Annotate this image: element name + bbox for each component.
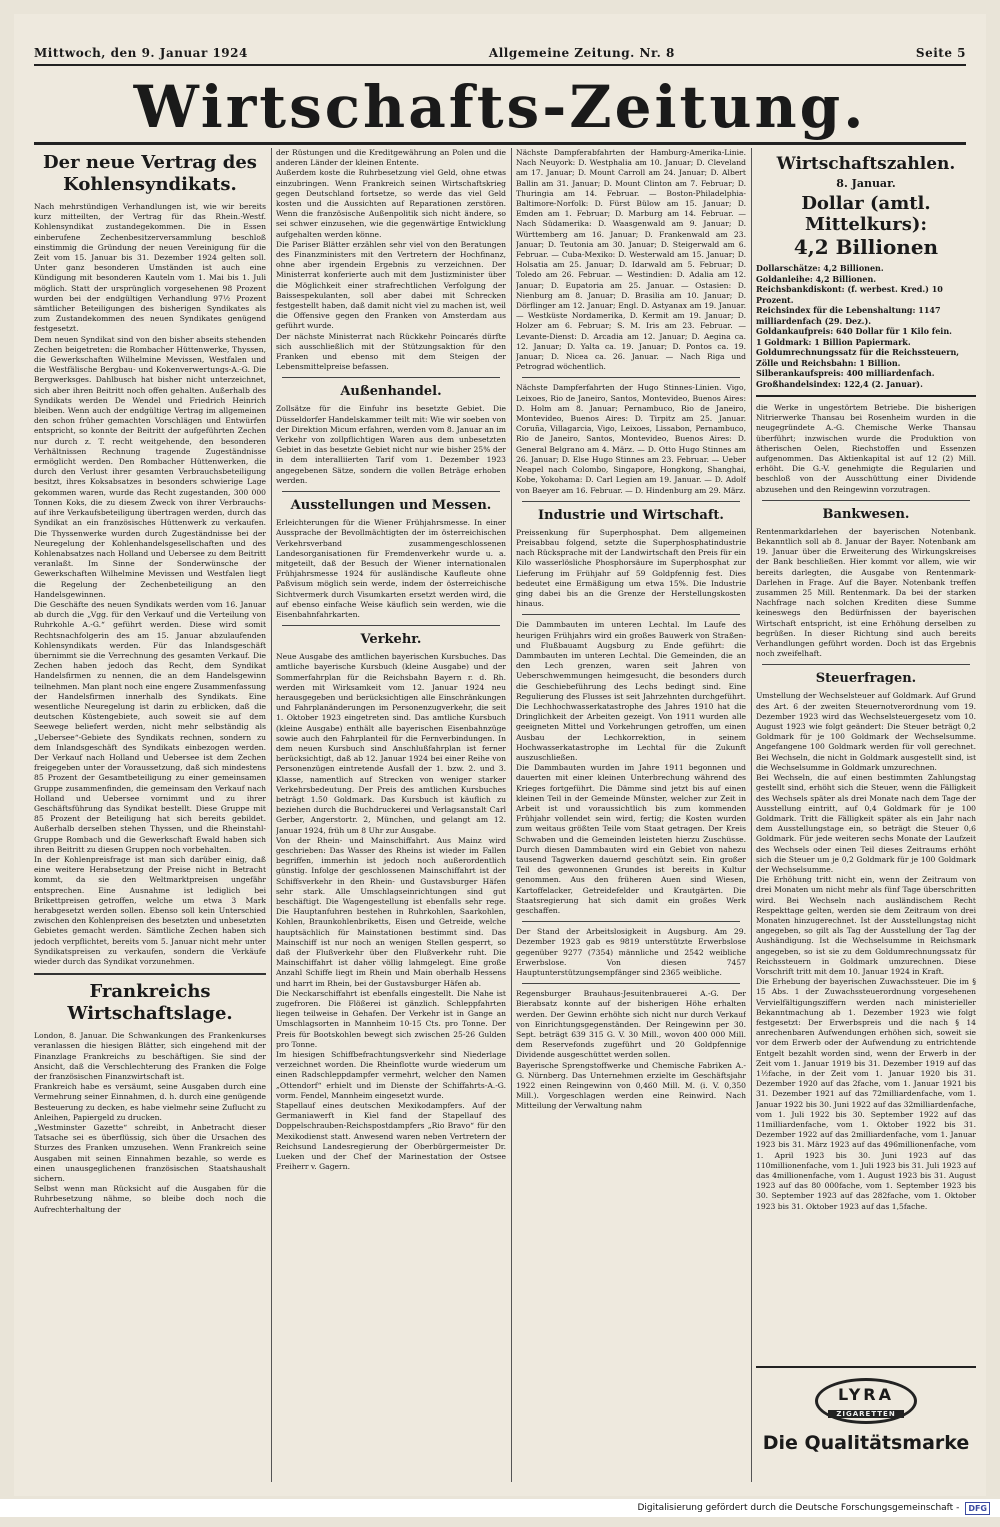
economic-figures-title: Wirtschaftszahlen. [776,154,956,174]
article-paragraph: Im hiesigen Schiffbefrachtungsverkehr sind Niederlage verzeichnet worden. Die Rheinflotte wurde wiederum um einen Radschleppdampfer vermehrt, welcher den Namen „Ottendorf“ erhielt und im Dienste der Schiffahrts-A.-G. vorm. Fendel, Mannheim eingesetzt wurde. [276,1050,506,1100]
article-divider [522,501,740,502]
article-paragraph: die Werke in ungestörtem Betriebe. Die bisherigen Nitrierwerke Thansau bei Rosenheim wurden in die neugegründete A.-G. Chemische Werke Thansau überführt; inzwischen wurde die Produktion von ätherischen Oelen, Riechstoffen und Essenzen aufgenommen. Das Aktienkapital ist auf 12 (2) Mill. erhöht. Die G.-V. genehmigte die Regularien und beschloß von der Ausschüttung einer Dividende abzusehen und den Reingewinn vorzutragen. [756,403,976,494]
page-header [34,46,966,60]
article-paragraph: Die Erhöhung tritt nicht ein, wenn der Zeitraum von drei Monaten um nicht mehr als fünf Tage überschritten wird. Bei Wechseln nach ausländischem Recht Respekttage gelten, werden sie dem Zeitraum von drei Monaten hinzugerechnet. Ist der Ausstellungstag nicht angegeben, so gilt als Tag der Ausstellung der Tag der Aushändigung. Ist die Wechselsumme in Reichsmark angegeben, so ist sie zu dem Goldumrechnungssatz für Reichssteuern in Goldmark umzurechnen. Diese Vorschrift tritt mit dem 10. Januar 1924 in Kraft. [756,875,976,976]
header-rule [34,64,966,66]
column-3 [516,148,746,1486]
section-heading: Industrie und Wirtschaft. [538,507,724,523]
dollar-rate-label: Dollar (amtl. Mittelkurs): [801,193,931,235]
column-1 [34,148,266,1486]
lyra-logo-subtext: ZIGARETTEN [828,1410,904,1418]
economic-figure-row: Reichsbankdiskont: (f. werbest. Kred.) 10 Prozent. [756,284,943,305]
lyra-logo [815,1378,917,1424]
section-heading: Außenhandel. [340,384,442,400]
economic-figure-row: Goldumrechnungssatz für die Reichssteuern, Zölle und Reichsbahn: 1 Billion. [756,347,960,368]
economic-figure-row: Goldankaufpreis: 640 Dollar für 1 Kilo fein. [756,326,952,336]
paper-name: Allgemeine Zeitung. Nr. 8 [488,46,675,60]
article-paragraph: Stapellauf eines deutschen Mexikodampfers. Auf der Germaniawerft in Kiel fand der Stapellauf des Doppelschrauben-Reichspostdampfers „Rio Bravo“ für den Mexikodienst statt. Anwesend waren neben Vertretern der Reichsund Landesregierung der Oberbürgermeister Dr. Lueken und der Chef der Marinestation der Ostsee Freiherr v. Gagern. [276,1101,506,1172]
economic-figure-row: 1 Goldmark: 1 Billion Papiermark. [756,336,911,347]
article-paragraph: Dem neuen Syndikat sind von den bisher abseits stehenden Zechen beigetreten: die Rombacher Hüttenwerke, Thyssen, die Gewerkschaften Wilhelmine Mevissen, Westfalen und die Westfälische Bergbau- und Kokenverwertungs-A.-G. Die Bergwerksges. Dahlbusch hat bisher nicht unterzeichnet, sich aber ihren Beitritt noch offen gehalten. Außerhalb des Syndikats werden De Wendel und Friedrich Heinrich bleiben. Wenn auch der endgültige Vertrag im allgemeinen den schon früher gemachten Vorschlägen und Entwürfen entspricht, so konnte der Beitritt der aufgeführten Zechen nur durch z. T. recht weitgehende, den besonderen Verhältnissen Rechnung tragende Zugeständnisse ermöglicht werden. Den Rombacher Hüttenwerken, die durch den Verlust ihrer gesamten Verbrauchsbeteiligung besitzt, ihres Koksabsatzes in besonders schwierige Lage gekommen waren, wurde das Recht zugestanden, 300 000 Tonnen Koks, die zu diesem Zweck von ihrer Verbrauchs- auf ihre Verkaufsbeteiligung übertragen werden, durch das Syndikat an ein französisches Hüttenwerk zu verkaufen. Die Thyssenwerke wurden durch Zugeständnisse bei der Neuregelung der Kohlenhandelsgesellschaften und des Kohlenabsatzes nach Holland und Uebersee zu dem Beitritt veranlaßt. Im Sinne der Sonderwünsche der Gewerkschaften Wilhelmine Mevissen und Westfalen liegt die Regelung der Zechenbeteiligung an den Handelsgewinnen. [34,334,266,599]
column-4 [756,148,976,1486]
dfg-logo-icon: DFG [965,1502,990,1515]
article-paragraph: Der nächste Ministerrat nach Rückkehr Poincarés dürfte sich ausschließlich mit der Stützungsaktion für den Franken und ebenso mit dem Steigen der Lebensmittelpreise befassen. [276,331,506,372]
article-paragraph: Selbst wenn man Rücksicht auf die Ausgaben für die Ruhrbesetzung nähme, so bleibe doch noch die Aufrechterhaltung der [34,1184,266,1214]
section-heading: Verkehr. [360,632,422,648]
article-paragraph: Nächste Dampferfahrten der Hugo Stinnes-Linien. Vigo, Leixoes, Rio de Janeiro, Santos, Montevideo, Buenos Aires: D. Holm am 8. Januar; Pernambuco, Rio de Janeiro, Montevideo, Buenos Aires: D. Tirpitz am 25. Januar. Coruña, Villagarcia, Vigo, Leixoes, Lissabon, Pernambuco, Rio de Janeiro, Santos, Montevideo, Buenos Aires: D. General Belgrano am 4. März. — D. Otto Hugo Stinnes am 26. Januar; D. Else Hugo Stinnes am 23. Februar. — Ueber Neapel nach Colombo, Singapore, Hongkong, Shanghai, Kobe, Yokohama: D. Carl Legien am 19. Januar. — D. Adolf von Baeyer am 16. Februar. — D. Hindenburg am 29. März. [516,383,746,495]
section-masthead: Wirtschafts-Zeitung. [133,73,867,141]
article-paragraph: Die Erhebung der bayerischen Zuwachssteuer. Die im § 15 Abs. 1 der Zuwachssteuerordnung vorgesehenen Vervielfältigungsziffern werden nach ministerieller Bekanntmachung ab 1. Dezember 1923 wie folgt festgesetzt: Der Erwerbspreis und die nach § 14 anrechenbaren Aufwendungen erhöhen sich, soweit sie vor dem Erwerb oder der Aufwendung zu entrichtende Entgelt bezahlt worden sind, wenn der Erwerb in der Zeit vom 1. Januar 1919 bis 31. Dezember 1919 auf das 1½fache, in der Zeit vom 1. Januar 1920 bis 31. Dezember 1920 auf das 2fache, vom 1. Januar 1921 bis 31. Dezember 1921 auf das 72milliardenfache, vom 1. Januar 1922 bis 30. Juni 1922 auf das 32milliardenfache, vom 1. Juli 1922 bis 30. September 1922 auf das 11milliardenfache, vom 1. Oktober 1922 bis 31. Dezember 1922 auf das 2milliardenfache, vom 1. Januar 1923 bis 31. März 1923 auf das 496millionenfache, vom 1. April 1923 bis 30. Juni 1923 auf das 110millionenfache, vom 1. Juli 1923 bis 31. Juli 1923 auf das 4millionenfache, vom 1. August 1923 bis 31. August 1923 auf das 80 000fache, vom 1. September 1923 bis 30. September 1923 auf das 282fache, vom 1. Oktober 1923 bis 31. Oktober 1923 auf das 1,5fache. [756,977,976,1211]
article-paragraph: Der Stand der Arbeitslosigkeit in Augsburg. Am 29. Dezember 1923 gab es 9819 unterstützte Erwerbslose gegenüber 9277 (7354) männliche und 2542 weibliche Erwerbslose. Von diesen 7457 Hauptunterstützungsempfänger sind 2365 weibliche. [516,927,746,978]
article-paragraph: Zollsätze für die Einfuhr ins besetzte Gebiet. Die Düsseldorfer Handelskammer teilt mit: Wie wir soeben von der Direktion Micum erfahren, werden vom 8. Januar an im Verkehr von zollpflichtigen Waren aus dem unbesetzten Gebiet in das besetzte Gebiet nicht nur wie bisher 25% der in dem interalliierten Tarif vom 1. Dezember 1923 angegebenen Sätze, sondern die vollen Beträge erhoben werden. [276,404,506,485]
article-paragraph: Die Pariser Blätter erzählen sehr viel von den Beratungen des Finanzministers mit den Vertretern der Hochfinanz, ohne aber irgendein Ergebnis zu verzeichnen. Der Ministerrat konferierte auch mit dem Justizminister über die Möglichkeit einer strafrechtlichen Verfolgung der Baissespekulanten, soll aber dabei mit Schrecken festgestellt haben, daß damit nicht viel zu machen ist, weil die Offensive gegen den Franken von Amsterdam aus geführt wurde. [276,239,506,331]
page-number: Seite 5 [915,46,966,60]
column-2 [276,148,506,1486]
digitization-footer [0,1499,1000,1517]
article-paragraph: Erleichterungen für die Wiener Frühjahrsmesse. In einer Aussprache der Bevollmächtigten der im österreichischen Verkehrsverband zusammengeschlossenen Landesorganisationen für Fremdenverkehr wurde u. a. mitgeteilt, daß der Besuch der Wiener internationalen Frühjahrsmesse 1924 für ausländische Kaufleute ohne Paßvisum möglich sein werde, indem der österreichische Sichtvermerk durch Visumkarten ersetzt werden wird, die auf ebenso einfache Weise käuflich sein werden, wie die Eisenbahnfahrkarten. [276,518,506,619]
issue-date: Mittwoch, den 9. Januar 1924 [34,46,248,60]
economic-figure-row: Goldanleihe: 4,2 Billionen. [756,273,877,284]
column-divider [751,148,752,1482]
column-divider [511,148,512,1482]
article-headline: Frankreichs Wirtschaftslage. [67,981,233,1025]
economic-figure-row: Silberankaufspreis: 400 milliardenfach. [756,368,935,378]
article-divider [762,500,970,501]
article-paragraph: Außerdem koste die Ruhrbesetzung viel Geld, ohne etwas einzubringen. Wenn Frankreich seinen Wirtschaftskrieg gegen Deutschland fortsetze, so werde das viel Geld kosten und die Aussichten auf Reparationen zerstören. Wenn die französische Außenpolitik sich nicht ändere, so sei schwer einzusehen, wie die gegenwärtige Entwicklung aufgehalten werden könne. [276,168,506,239]
article-paragraph: London, 8. Januar. Die Schwankungen des Frankenkurses veranlassen die hiesigen Blätter, sich eingehend mit der Finanzlage Frankreichs zu beschäftigen. Sie sind der Ansicht, daß die Verschlechterung des Franken die Folge der französischen Finanzwirtschaft ist. [34,1031,266,1082]
article-divider [282,491,500,492]
section-heading: Bankwesen. [822,506,910,522]
economic-figure-row: Reichsindex für die Lebenshaltung: 1147 milliardenfach (29. Dez.). [756,305,941,326]
advertisement-body [756,1366,976,1454]
article-paragraph: Umstellung der Wechselsteuer auf Goldmark. Auf Grund des Art. 6 der zweiten Steuernotverordnung vom 19. Dezember 1923 wird das Wechselsteuergesetz vom 10. August 1923 wie folgt geändert: Die Steuer beträgt 0,2 Goldmark für je 100 Goldmark der Wechselsumme. Angefangene 100 Goldmark werden für voll gerechnet. Bei Wechseln, die nicht in Goldmark ausgestellt sind, ist die Wechselsumme in Goldmark umzurechnen. [756,691,976,772]
article-paragraph: Bayerische Sprengstoffwerke und Chemische Fabriken A.-G. Nürnberg. Das Unternehmen erzielte im Geschäftsjahr 1922 einen Reingewinn von 0,460 Mill. M. (i. V. 0,350 Mill.). Vorgeschlagen werden eine Reinwird. Nach Mitteilung der Verwaltung nahm [516,1060,746,1111]
article-divider [762,664,970,665]
article-divider [522,377,740,378]
economic-figure-row: Großhandelsindex: 122,4 (2. Januar). [756,378,923,389]
article-paragraph: Die Neckarschiffahrt ist ebenfalls eingestellt. Die Nahe ist zugefroren. Die Flößerei ist gänzlich. Schleppfahrten liegen teilweise in Gehafen. Der Verkehr ist in Gange an Umschlagsorten in Mannheim 10-15 Cts. pro Tonne. Der Preis für Bootskohlen bewegt sich zwischen 25-26 Gulden pro Tonne. [276,988,506,1049]
article-headline: Der neue Vertrag des Kohlensyndikats. [43,152,257,195]
economic-figures-date: 8. Januar. [836,177,896,190]
article-paragraph: Nächste Dampferabfahrten der Hamburg-Amerika-Linie. Nach Neuyork: D. Westphalia am 10. Januar; D. Cleveland am 17. Januar; D. Mount Carroll am 24. Januar; D. Albert Ballin am 31. Januar; D. Mount Clinton am 7. Februar; D. Thuringia am 14. Februar. — Boston-Philadelphia-Baltimore-Norfolk: D. Fürst Bülow am 15. Januar; D. Emden am 1. Februar; D. Marburg am 14. Februar. — Nach Südamerika: D. Waasgenwald am 9. Januar; D. Württemberg am 16. Januar; D. Frankenwald am 23. Januar; D. Teutonia am 30. Januar; D. Steigerwald am 6. Februar. — Cuba-Mexiko: D. Westerwald am 15. Januar; D. Holsatia am 25. Januar; D. Idarwald am 5. Februar; D. Toledo am 26. Februar. — Westindien: D. Adalia am 12. Januar; D. Eupatoria am 25. Januar. — Ostasien: D. Nienburg am 8. Januar; D. Brasilia am 10. Januar; D. Dörflinger am 12. Januar; Engl. D. Astyanax am 19. Januar. — Westküste Nordamerika, D. Kermit am 19. Januar; D. Holzer am 6. Februar; S. M. Iris am 23. Februar. — Levante-Dienst: D. Arcadia am 12. Januar; D. Aegina ca. 12. Januar; D. Yalta ca. 19. Januar; D. Pontos ca. 19. Januar; D. Nicea ca. 26. Januar. — Nach Riga und Petrograd wöchentlich. [516,148,746,372]
article-divider [282,377,500,378]
article-paragraph: Von der Rhein- und Mainschiffahrt. Aus Mainz wird geschrieben: Das Wasser des Rheins ist wieder im Fallen begriffen, immerhin ist jedoch noch außerordentlich günstig. Infolge der geschlossenen Mainschiffahrt ist der Schiffsverkehr in den Rhein- und Gustavsburger Häfen sehr stark. Alle Umschlagseinrichtungen sind gut beschäftigt. Die Wagengestellung ist ebenfalls sehr rege. Die Hauptanfuhren bestehen in Ruhrkohlen, Saarkohlen, Kohlen, Braunkohlenbriketts, Eisen und Getreide, welche hauptsächlich für Mainstationen bestimmt sind. Das Mainschiff ist nur noch an wenigen Stellen gesperrt, so daß der Flußverkehr über den Flußverkehr ruht. Die Mainschiffahrt ist daher völlig lahmgelegt. Eine große Anzahl Schiffe liegt im Rhein und Main oberhalb Hessens und harrt im Rhein, bei der Gustavsburger Häfen ab. [276,835,506,988]
economic-figures-box [756,154,976,397]
article-paragraph: Bei Wechseln, die auf einen bestimmten Zahlungstag gestellt sind, erhöht sich die Steuer, wenn die Fälligkeit des Wechsels später als drei Monate nach dem Tage der Ausstellung eintritt, auf 0,4 Goldmark für je 100 Goldmark. Tritt die Fälligkeit später als ein Jahr nach dem Ausstellungstage ein, so beträgt die Steuer 0,6 Goldmark. Für jede weiteren sechs Monate der Laufzeit des Wechsels oder einen Teil dieses Zeitraums erhöht sich die Steuer um je 0,2 Goldmark für je 100 Goldmark der Wechselsumme. [756,773,976,874]
section-heading: Steuerfragen. [815,671,917,687]
article-paragraph: der Rüstungen und die Kreditgewährung an Polen und die anderen Länder der kleinen Entente. [276,148,506,168]
section-heading: Ausstellungen und Messen. [290,498,492,514]
article-paragraph: In der Kohlenpreisfrage ist man sich darüber einig, daß eine weitere Herabsetzung der Preise nicht in Betracht kommt, da sie den Weltmarktpreisen ungefähr entsprechen. Eine Ausnahme ist lediglich bei Brikettpreisen getroffen, welche um etwa 3 Mark herabgesetzt werden sollen. Ebenso soll kein Unterschied zwischen den Kohlenpreisen des besetzten und unbesetzten Gebietes gemacht werden. Sämtliche Zechen haben sich jedoch verpflichtet, bereits vom 5. Januar nicht mehr unter Syndikatspreisen zu verkaufen, sondern die Verkäufe wieder durch das Syndikat vorzunehmen. [34,855,266,967]
article-paragraph: „Westminster Gazette“ schreibt, in Anbetracht dieser Tatsache sei es überflüssig, sich über die Ursachen des Sturzes des Franken umzusehen. Wenn Frankreich seine Ausgaben mit seinen Einnahmen bezahle, so werde es einen unausgeglichenen französischen Staatshaushalt sichern. [34,1123,266,1184]
article-paragraph: Regensburger Brauhaus-Jesuitenbrauerei A.-G. Der Bierabsatz konnte auf der bisherigen Höhe erhalten werden. Der Gewinn erhöhte sich nicht nur durch Verkauf von Einrichtungsgegenständen. Der Reingewinn per 30. Sept. beträgt 639 315 G. V. 30 Mill., wovon 400 000 Mill. dem Reservefonds zugeführt und 20 Goldpfennige Dividende ausgeschüttet werden sollen. [516,989,746,1060]
advertisement-slogan: Die Qualitätsmarke [762,1432,970,1454]
article-paragraph: Neue Ausgabe des amtlichen bayerischen Kursbuches. Das amtliche bayerische Kursbuch (kleine Ausgabe) und der Sommerfahrplan für die Reichsbahn Bayern r. d. Rh. werden mit Wirksamkeit vom 12. Januar 1924 neu herausgegeben und berücksichtigen alle Einschränkungen und Fahrplanänderungen im Personenzugverkehr, die seit 1. Oktober 1923 eingetreten sind. Das amtliche Kursbuch (kleine Ausgabe) enthält alle bayerischen Eisenbahnzüge sowie auch den Fahrplanteil für die Fernverbindungen. In dem neuen Kursbuch sind Anschlußfahrplan ist ferner berücksichtigt, daß ab 12. Januar 1924 bei einer Reihe von Personenzügen eintretende Ausfall der 1. bzw. 2. und 3. Klasse, namentlich auf Strecken von weniger starker Verkehrsbedeutung. Der Preis des amtlichen Kursbuches beträgt 1.50 Goldmark. Das Kursbuch ist käuflich zu beziehen durch die Buchdruckerei und Verlagsanstalt Carl Gerber, Angerstortr. 2, München, und gelangt am 12. Januar 1924, früh um 8 Uhr zur Ausgabe. [276,652,506,835]
article-divider [282,625,500,626]
article-paragraph: Die Geschäfte des neuen Syndikats werden vom 16. Januar ab durch die „Vgg. für den Verkauf und die Verteilung von Ruhrkohle A.-G.“ geführt werden. Diese wird somit Rechtsnachfolgerin des am 15. Januar abzulaufenden Kohlensyndikats werden. Für das Inlandsgeschäft übernimmt sie die Verrechnung des gesamten Verkauf. Die Zechen haben jedoch das Recht, dem Syndikat Handelsfirmen zu nennen, die an dem Handelsgewinn teilnehmen. Man plant noch eine engere Zusammenfassung der Handelsfirmen innerhalb des Syndikats. Eine wesentliche Neuregelung ist darin zu erblicken, daß die deutschen Küstengebiete, auch soweit sie auf dem Seewege beliefert werden, nicht mehr selbständig als „Uebersee“-Gebiete des Syndikats rechnen, sondern zu dem Inlandsgeschäft des Syndikats einbezogen werden. Der Verkauf nach Holland und Uebersee ist dem Zechen freigegeben unter der Voraussetzung, daß sich mindestens 85 Prozent der Gesamtbeteiligung zu einer gemeinsamen Gruppe zusammenfinden, die gemeinsam den Verkauf nach Holland und Uebersee vornimmt und zu ihrer Geschäftsführung das Syndikat bestellt. Diese Gruppe mit 85 Prozent der Beteiligung hat sich bereits gebildet. Außerhalb derselben stehen Thyssen, und die Rheinstahl-Gruppe Rombach und die Gewerkschaft Ewald haben sich ihren Beitritt zu diesen Gruppen noch vorbehalten. [34,599,266,854]
article-paragraph: Preissenkung für Superphosphat. Dem allgemeinen Preisabbau folgend, setzte die Superphosphatindustrie nach Rücksprache mit der Landwirtschaft den Preis für ein Kilo wasserlösliche Phosphorsäure im Superphosphat zur Lieferung im Frühjahr auf 59 Goldpfennig fest. Dies bedeutet eine Ermäßigung um etwa 15%. Die Industrie ging dabei bis an die Grenze der Herstellungskosten hinaus. [516,527,746,609]
dollar-rate-value: 4,2 Billionen [793,235,939,259]
article-paragraph: Nach mehrstündigen Verhandlungen ist, wie wir bereits kurz mitteilten, der Vertrag für das Rhein.-Westf. Kohlensyndikat zustandegekommen. Die in Essen einberufene Zechenbesitzerversammlung beschloß einstimmig die Gründung der neuen Vereinigung für die Zeit vom 15. Januar bis 31. Dezember 1924 gelten soll. Unter ganz besonderen Umständen ist auch eine Kündigung mit besonderen Kauteln vom 1. Mai bis 1. Juli möglich. Statt der ursprünglich vorgesehenen 98 Prozent wurden bei der endgültigen Verhandlung 97½ Prozent sämtlicher Beteiligungen des bisherigen Syndikates als zum Zustandekommen des neuen Syndikates genügend festgesetzt. [34,202,266,334]
article-divider [522,614,740,615]
article-paragraph: Frankreich habe es versäumt, seine Ausgaben durch eine Vermehrung seiner Einnahmen, d. h. durch eine genügende Besteuerung zu decken, es habe vielmehr seine Zuflucht zu Anleihen, Papiergeld zu drucken. [34,1082,266,1122]
lyra-advertisement [756,1358,976,1480]
footer-text: Digitalisierung gefördert durch die Deutsche Forschungsgemeinschaft - [637,1503,960,1513]
article-paragraph: Die Dammbauten wurden im Jahre 1911 begonnen und dauerten mit einer kleinen Unterbrechung während des Krieges fortgeführt. Die Dämme sind jetzt bis auf einen kleinen Teil in der Gemeinde Münster, welcher zur Zeit in Arbeit ist und voraussichtlich bis zum kommenden Frühjahr vollendet sein wird, fertig; die Kosten wurden zum weitaus größten Teile vom Staat getragen. Der Kreis Schwaben und die Gemeinden leisteten hierzu Zuschüsse. Durch diesen Dammbauten wird ein Gebiet von nahezu tausend Tagwerken dauernd geschützt sein. Ein großer Teil des gewonnenen Grundes ist bereits in Kultur genommen. Aus den früheren Auen sind Wiesen, Kartoffelacker, Getreidefelder und Krautgärten. Die Staatsregierung hat sich damit ein großes Werk geschaffen. [516,763,746,916]
article-paragraph: Rentenmarkdarlehen der bayerischen Notenbank. Bekanntlich soll ab 8. Januar der Bayer. Notenbank am 19. Januar über die Erweiterung des Wirkungskreises der Bank beschließen. Hier kommt vor allem, wie wir bereits darlegten, die Ausgabe von Rentenmark-Darlehen in Frage. Auf die Bayer. Notenbank treffen zusammen 25 Mill. Rentenmark. Da bei der starken Nachfrage nach solchen Krediten diese Summe keineswegs den Bedürfnissen der bayerischen Wirtschaft entspricht, ist eine Erhöhung derselben zu begrüßen. In dieser Richtung sind auch bereits Verhandlungen geführt worden. Doch ist das Ergebnis noch zweifelhaft. [756,526,976,659]
article-divider [34,973,266,975]
column-divider [271,148,272,1482]
economic-figure-row: Dollarschätze: 4,2 Billionen. [756,263,884,273]
newspaper-page [14,14,986,1496]
article-paragraph: Die Dammbauten im unteren Lechtal. Im Laufe des heurigen Frühjahrs wird ein großes Bauwerk von Straßen- und Flußbauamt Augsburg zu Ende geführt: die Dammbauten im unteren Lechtal. Die Gemeinden, die an den Lech grenzen, waren seit Jahren von Ueberschwemmungen heimgesucht, die besonders durch die Geschiebeführung des Lechs bedingt sind. Eine Regulierung des Flusses ist seit Jahrzehnten durchgeführt. Die Lechhochwasserkatastrophe des Jahres 1910 hat die Dringlichkeit der Arbeiten gezeigt. Von 1911 wurden alle geeigneten Mittel und Vorkehrungen getroffen, um einen Ausbau der Lechkorrektion, in seinem Hochwasserkatastrophe im Lechtal für die Zukunft auszuschließen. [516,620,746,762]
article-divider [522,921,740,922]
lyra-logo-text: LYRA [838,1385,894,1404]
article-divider [522,983,740,984]
masthead-rule [34,142,966,145]
